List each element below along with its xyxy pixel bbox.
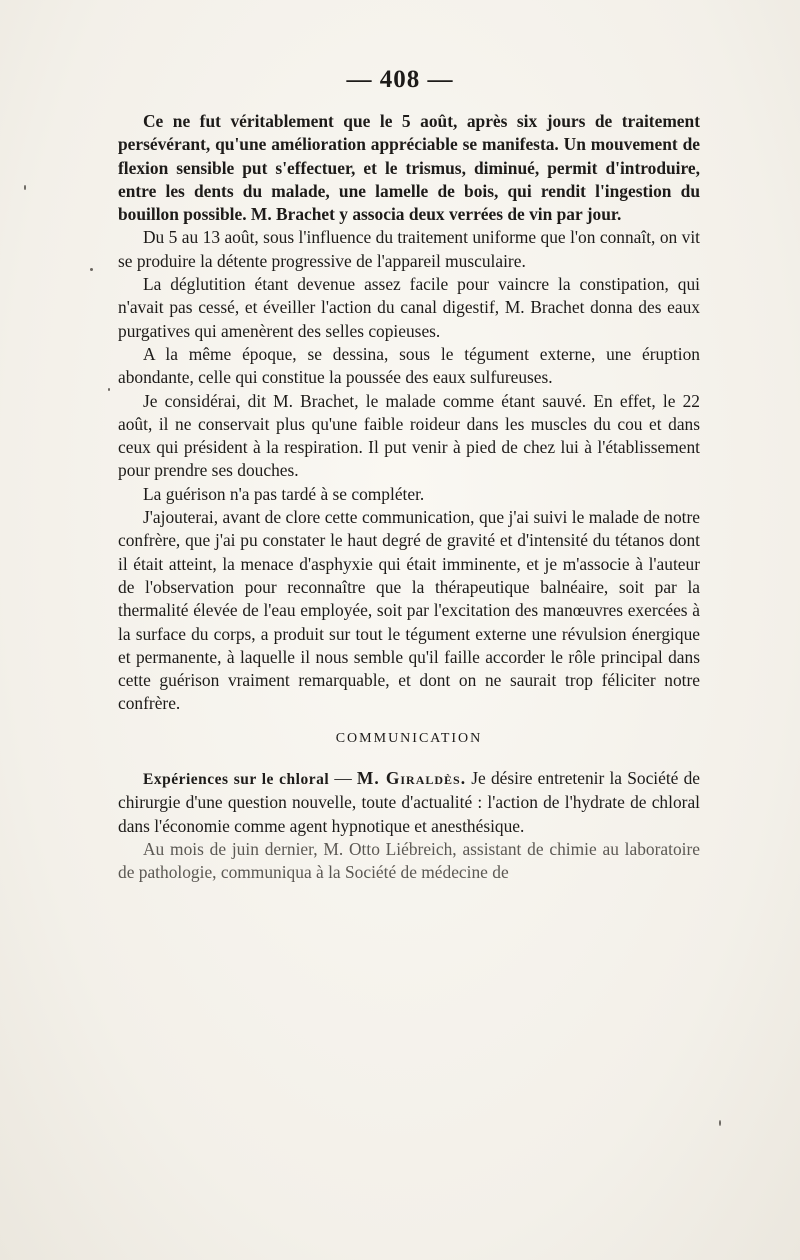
communication-author: M. Giraldès. (356, 768, 467, 789)
paragraph-last: Au mois de juin dernier, M. Otto Liébreich, assistant de chimie au laboratoire de pathologie, communiqua à la Société de médecine de (118, 838, 700, 883)
communication-intro: Je désire entretenir la Société de chirurgie d'une question nouvelle, toute d'actualité : l'action de l'hydrate de chloral dans l'économie comme agent hypnotique et anesthésique. (118, 768, 700, 836)
communication-title: Expériences sur le chloral (143, 771, 330, 789)
page-number: — 408 — (346, 66, 454, 93)
print-speck (108, 388, 110, 391)
paragraph-6: La guérison n'a pas tardé à se compléter. (143, 483, 425, 504)
print-speck (90, 268, 93, 271)
paragraph-7: J'ajouterai, avant de clore cette communication, que j'ai suivi le malade de notre confrère, que j'ai pu constater le haut degré de gravité et d'intensité du tétanos dont il était atteint, la menace d'asphyxie qui était imminente, et je m'associe à l'auteur de l'observation pour reconnaître que la thérapeutique balnéaire, soit par la thermalité élevée de l'eau employée, soit par l'excitation des manœuvres exercées à la surface du corps, a produit sur tout le tégument externe une révulsion énergique et permanente, à laquelle il nous semble qu'il faille accorder le rôle principal dans cette guérison vraiment remarquable, et dont on ne saurait trop féliciter notre confrère. (118, 507, 700, 714)
section-heading: COMMUNICATION (335, 730, 483, 746)
print-speck (24, 185, 26, 190)
paragraph-1: Ce ne fut véritablement que le 5 août, après six jours de traitement persévérant, qu'une amélioration appréciable se manifesta. Un mouvement de flexion sensible put s'effectuer, et le trismus, diminué, permit d'introduire, entre les dents du malade, une lamelle de bois, qui rendit l'ingestion du bouillon possible. M. Brachet y associa deux verrées de vin par jour. (118, 111, 700, 225)
title-dash: — (329, 768, 357, 789)
communication-paragraph (118, 767, 700, 838)
paragraph-3: La déglutition étant devenue assez facile pour vaincre la constipation, qui n'avait pas cessé, et éveiller l'action du canal digestif, M. Brachet donna des eaux purgatives qui amenèrent des selles copieuses. (118, 274, 700, 341)
body-text (118, 110, 700, 885)
print-speck (719, 1120, 721, 1126)
paragraph-4: A la même époque, se dessina, sous le tégument externe, une éruption abondante, celle qui constitue la poussée des eaux sulfureuses. (118, 343, 700, 388)
paragraph-2: Du 5 au 13 août, sous l'influence du traitement uniforme que l'on connaît, on vit se produire la détente progressive de l'appareil musculaire. (118, 227, 700, 271)
paragraph-5: Je considérai, dit M. Brachet, le malade comme étant sauvé. En effet, le 22 août, il ne conservait plus qu'une faible roideur dans les muscles du cou et dans ceux qui président à la respiration. Il put venir à pied de chez lui à l'établissement pour prendre ses douches. (118, 390, 700, 481)
